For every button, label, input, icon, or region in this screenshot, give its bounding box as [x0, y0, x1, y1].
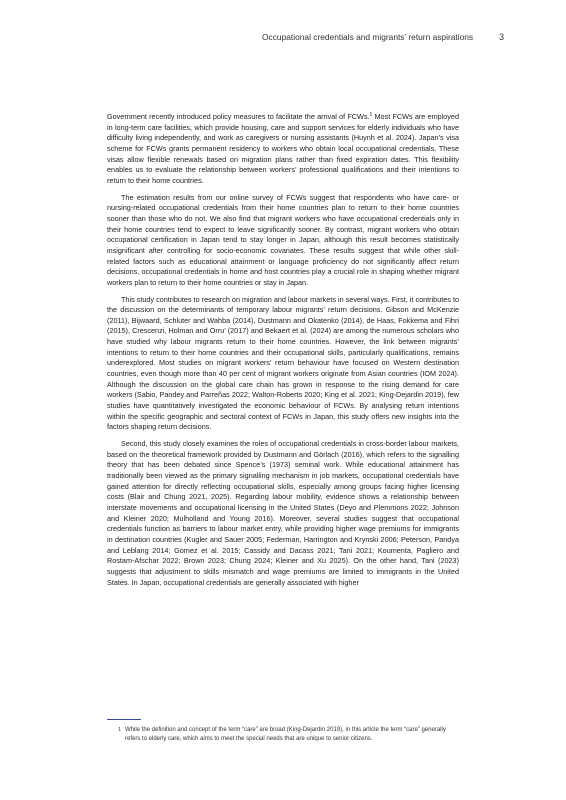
paragraph-4: Second, this study closely examines the roles of occupational credentials in cross-border labour markets, based on the theoretical framework provided by Dustmann and Görlach (2016), which refers to the signalling theory that has been debated since Spence’s (1973) seminal work. While educational attainment has traditionally been viewed as the primary signalling mechanism in job markets, occupational credentials have gained attention for directly reflecting occupational skills, especially among groups facing higher licensing costs (Blair and Chung 2021, 2025). Regarding labour mobility, evidence shows a relationship between interstate movements and occupational licensing in the United States (Deyo and Plemmons 2022; Johnson and Kleiner 2020; Mulholland and Young 2016). Moreover, several studies suggest that occupational credentials function as barriers to labour market entry, while providing higher wage premiums for immigrants in destination countries (Kugler and Sauer 2005; Federman, Harrington and Krynski 2006; Peterson, Pandya and Leblang 2014; Gomez et al. 2015; Cassidy and Dacass 2021; Tani 2021; Koumenta, Pagliero and Rostam-Afschar 2022; Brown 2023; Chung 2024; Kleiner and Xu 2025). On the other hand, Tani (2023) suggests that adjustment to skills mismatch and wage premiums are limited to immigrants in the United States. In Japan, occupational credentials are generally associated with higher	[107, 439, 459, 587]
paragraph-1-text-cont: Most FCWs are employed in long-term care facilities, which provide housing, care and support services for elderly individuals who have difficulty living independently, and work as caregivers or nursing assistants (Huynh et al. 2024). Japan’s visa scheme for FCWs grants permanent residency to workers who obtain local occupational credentials. These visas allow flexible renewals based on migration plans rather than fixed expiration dates. This flexibility enables us to evaluate the relationship between workers’ professional qualifications and their intentions to return to their home countries.	[107, 112, 459, 185]
running-head	[257, 32, 504, 42]
footnote-text: While the definition and concept of the term “care” are broad (King-Dejardin 2019), in this article the term “care” generally refers to elderly care, which aims to meet the special needs that are unique to senior citizens.	[125, 727, 446, 742]
footnote-mark: 1	[118, 727, 121, 733]
footnote-divider	[107, 719, 141, 720]
running-title: Occupational credentials and migrants’ return aspirations	[262, 32, 474, 42]
paragraph-1-text: Government recently introduced policy measures to facilitate the arrival of FCWs.	[107, 112, 370, 121]
paragraph-2: The estimation results from our online survey of FCWs suggest that respondents who have care- or nursing-related occupational credentials from their home countries plan to return to their home countries sooner than those who do not. We also find that migrant workers who have occupational credentials only in their home countries tend to expect to leave significantly sooner. By contrast, migrant workers who obtain occupational certification in Japan tend to stay longer in Japan, although this result becomes statistically insignificant after controlling for socio-economic covariates. These results suggest that while other skill-related factors such as educational attainment or language proficiency do not significantly affect return decisions, occupational credentials in home and host countries play a crucial role in shaping whether migrant workers plan to return to their home countries or stay in Japan.	[107, 192, 459, 287]
paragraph-3: This study contributes to research on migration and labour markets in several ways. First, it contributes to the discussion on the determinants of temporary labour migrants’ return decisions. Gibson and McKenzie (2011), Bijwaard, Schluter and Wahba (2014), Dustmann and Okatenko (2014), de Haas, Fokkema and Fihri (2015), Crescenzi, Holman and Orru’ (2017) and Bekaert et al. (2024) are among the numerous scholars who have studied why labour migrants return to their home countries. However, the link between migrants’ intentions to return to their home countries and their occupational skills, particularly qualifications, remains underexplored. Most studies on migrant workers’ return behaviour have focused on Western destination countries, even though more than 40 per cent of migrant workers originate from Asian countries (IOM 2024). Although the discussion on the global care chain has grown in response to the rising demand for care workers (Sabio, Pandey and Parreñas 2022; Walton-Roberts 2020; King et al. 2021; King-Dejardin 2019), few studies have quantitatively investigated the economic behaviour of FCWs. By analysing return intentions within the specific geographic and sectoral context of FCWs in Japan, this study offers new insights into the factors shaping return decisions.	[107, 294, 459, 432]
footnote	[107, 726, 457, 743]
page-number: 3	[499, 32, 504, 42]
body-text	[107, 112, 459, 594]
paragraph-1	[107, 112, 459, 187]
footnote-reference[interactable]: 1	[369, 112, 373, 118]
